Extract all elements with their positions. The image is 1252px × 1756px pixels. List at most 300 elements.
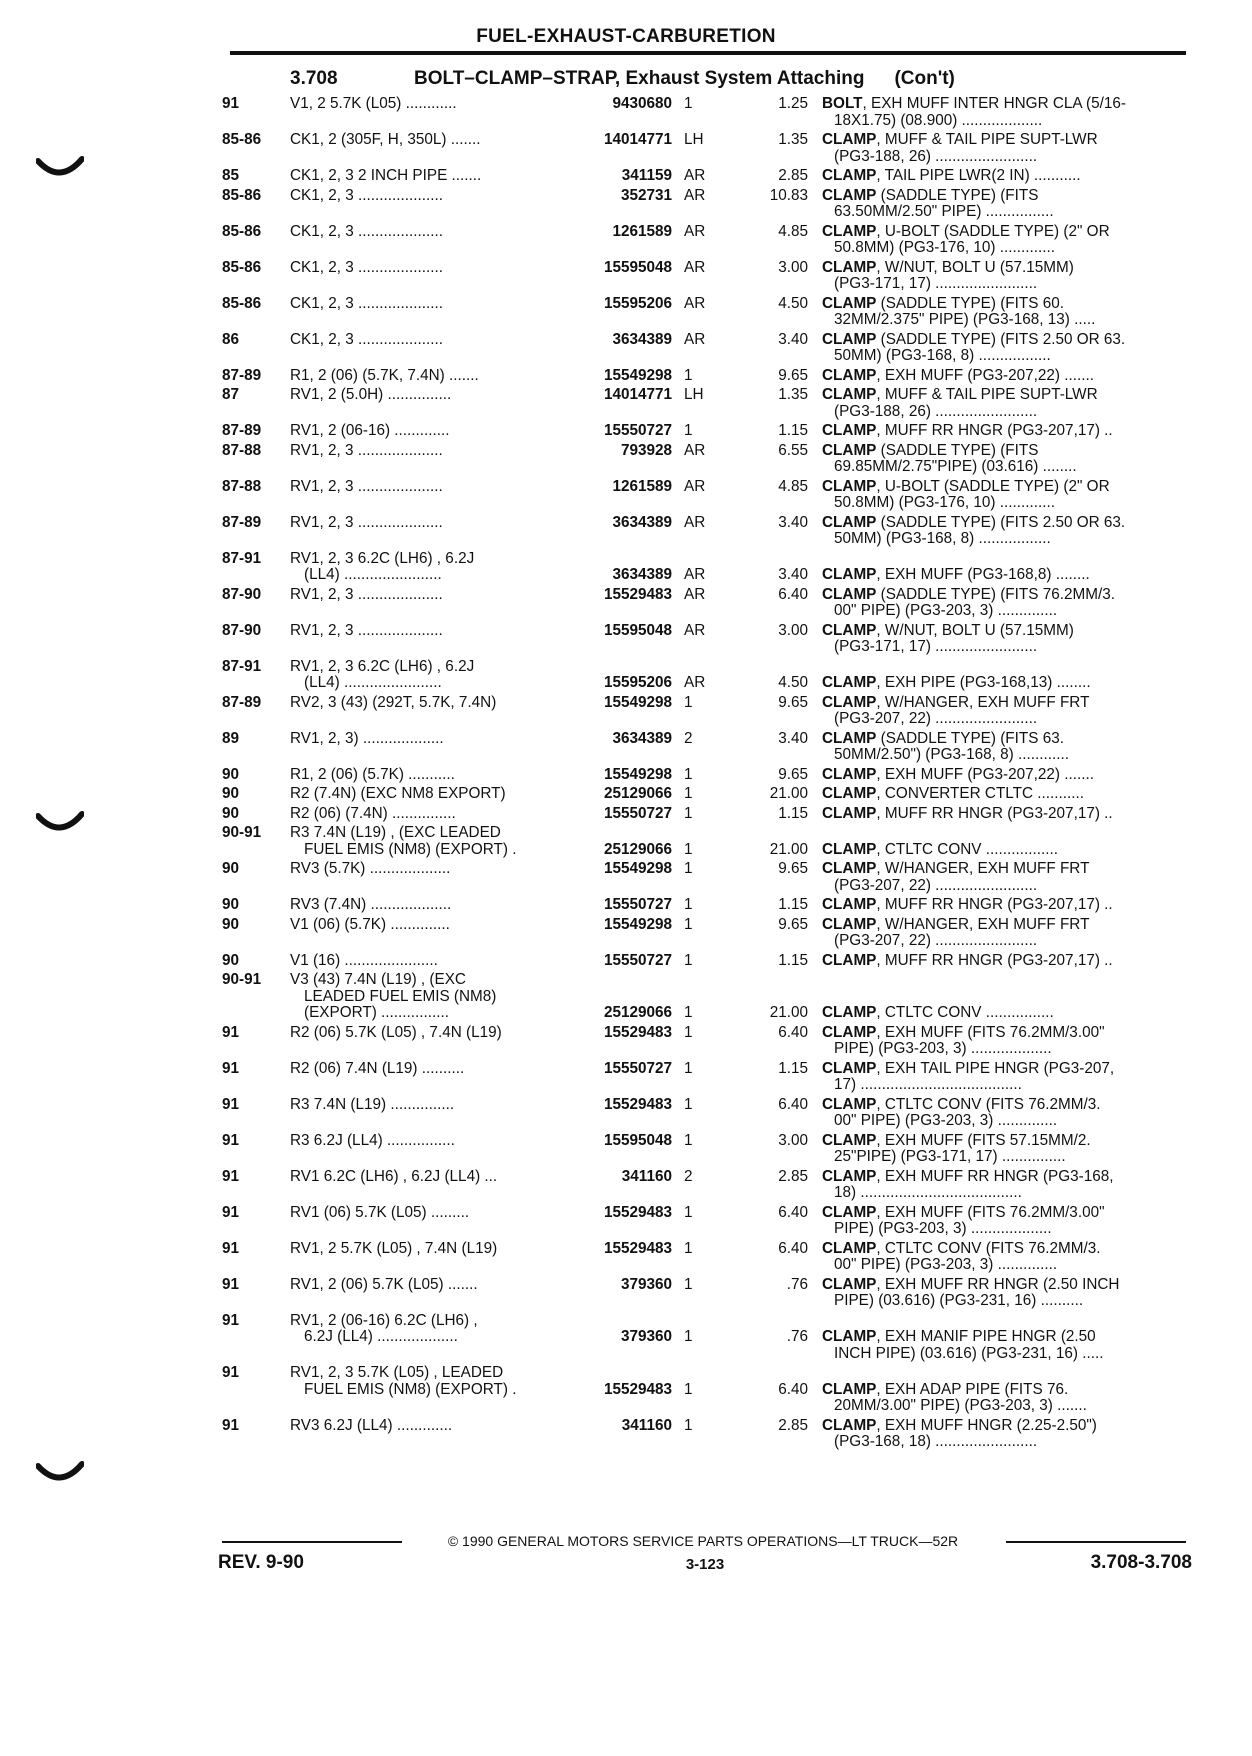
part-number: 341160: [621, 1167, 672, 1185]
quantity: 1: [684, 693, 693, 711]
price: 6.40: [778, 1203, 808, 1221]
table-row: [222, 423, 1190, 440]
price: 1.35: [778, 131, 808, 148]
model-year: 90: [222, 785, 240, 802]
quantity: AR: [684, 441, 706, 459]
usage-line: RV1 6.2C (LH6) , 6.2J (LL4) ...: [290, 1168, 498, 1185]
quantity: 1: [684, 1416, 693, 1434]
part-name-line: CLAMP (SADDLE TYPE) (FITS 60.: [822, 295, 1064, 312]
part-name: [822, 1061, 1190, 1094]
quantity: AR: [684, 186, 706, 204]
part-name-line: (PG3-171, 17) ........................: [834, 276, 1038, 292]
usage-line: V1 (16) ......................: [290, 952, 438, 969]
model-year: 87-91: [222, 657, 262, 675]
quantity: 1: [684, 1380, 693, 1398]
part-name-line: CLAMP, CTLTC CONV (FITS 76.2MM/3.: [822, 1240, 1101, 1257]
part-number: 15595048: [603, 621, 672, 639]
part-number: 25129066: [603, 1004, 672, 1021]
part-name-line: 50.8MM) (PG3-176, 10) .............: [834, 240, 1056, 256]
part-number: 15529483: [603, 1203, 672, 1221]
table-row: [222, 623, 1190, 656]
part-name: [822, 1329, 1190, 1362]
usage-line: RV1, 2, 3 ....................: [290, 586, 443, 603]
part-name: [822, 387, 1190, 420]
quantity: 1: [684, 422, 693, 439]
usage-line: R3 7.4N (L19) , (EXC LEADED: [290, 825, 501, 841]
part-name-line: CLAMP, CTLTC CONV (FITS 76.2MM/3.: [822, 1096, 1101, 1113]
part-name-line: 00" PIPE) (PG3-203, 3) ..............: [834, 1113, 1058, 1129]
part-number: 14014771: [603, 131, 672, 148]
part-name-line: PIPE) (PG3-203, 3) ...................: [834, 1221, 1052, 1237]
model-year: 91: [222, 1239, 240, 1257]
model-year: 87-88: [222, 477, 262, 495]
part-name-line: CLAMP, W/NUT, BOLT U (57.15MM): [822, 622, 1074, 639]
part-name: [822, 587, 1190, 620]
part-name-line: 69.85MM/2.75"PIPE) (03.616) ........: [834, 459, 1077, 475]
part-number: 15549298: [603, 366, 672, 384]
price: 1.15: [778, 1059, 808, 1077]
part-name-line: (PG3-171, 17) ........................: [834, 639, 1038, 655]
part-name-line: CLAMP, MUFF RR HNGR (PG3-207,17) ..: [822, 423, 1113, 439]
part-name: [822, 1418, 1190, 1451]
quantity: AR: [684, 585, 706, 603]
usage-line: RV1, 2 (06-16) .............: [290, 423, 450, 439]
model-year: 85-86: [222, 294, 262, 312]
table-row: [222, 1205, 1190, 1238]
section-continued: (Con't): [894, 68, 955, 89]
part-name: [822, 567, 1190, 584]
price: .76: [786, 1328, 808, 1345]
part-name: [822, 842, 1190, 859]
usage-line: RV1, 2, 3 ....................: [290, 442, 443, 459]
quantity: AR: [684, 621, 706, 639]
quantity: 1: [684, 1203, 693, 1221]
usage-line: R2 (06) 7.4N (L19) ..........: [290, 1060, 465, 1077]
price: 6.40: [778, 1023, 808, 1041]
part-name-line: CLAMP, MUFF & TAIL PIPE SUPT-LWR: [822, 132, 1098, 148]
table-row: [222, 972, 1190, 1022]
table-row: [222, 443, 1190, 476]
part-name: [822, 1025, 1190, 1058]
quantity: AR: [684, 222, 706, 240]
quantity: 1: [684, 915, 693, 933]
section-heading: [290, 68, 1190, 90]
usage-line: FUEL EMIS (NM8) (EXPORT) .: [304, 1381, 517, 1398]
footer-copyright: © 1990 GENERAL MOTORS SERVICE PARTS OPERATIONS—LT TRUCK—52R: [447, 1533, 959, 1549]
price: 3.40: [778, 513, 808, 531]
price: 9.65: [778, 915, 808, 933]
part-name-line: CLAMP, EXH MUFF (PG3-168,8) ........: [822, 567, 1090, 583]
part-number: 15549298: [603, 915, 672, 933]
model-year: 86: [222, 330, 240, 348]
part-name-line: CLAMP, MUFF RR HNGR (PG3-207,17) ..: [822, 897, 1113, 913]
usage-line: FUEL EMIS (NM8) (EXPORT) .: [304, 841, 517, 858]
price: 2.85: [778, 1167, 808, 1185]
price: 4.85: [778, 477, 808, 495]
part-number: 15549298: [603, 765, 672, 783]
price: 9.65: [778, 860, 808, 877]
price: .76: [786, 1275, 808, 1293]
footer-revision: REV. 9-90: [218, 1552, 304, 1573]
model-year: 87: [222, 386, 240, 403]
usage-line: RV3 6.2J (LL4) .............: [290, 1417, 453, 1434]
table-row: [222, 551, 1190, 584]
part-name-line: CLAMP, EXH MUFF (PG3-207,22) .......: [822, 367, 1094, 384]
part-name-line: CLAMP, MUFF & TAIL PIPE SUPT-LWR: [822, 387, 1098, 403]
part-name-line: CLAMP, CTLTC CONV ................: [822, 1005, 1054, 1021]
table-row: [222, 1169, 1190, 1202]
quantity: AR: [684, 330, 706, 348]
part-name: [822, 132, 1190, 165]
part-name: [822, 296, 1190, 329]
model-year: 90-91: [222, 824, 262, 841]
part-name: [822, 1277, 1190, 1310]
table-row: [222, 917, 1190, 950]
table-row: [222, 659, 1190, 692]
usage-line: CK1, 2, 3 ....................: [290, 259, 444, 276]
table-row: [222, 1061, 1190, 1094]
part-name: [822, 260, 1190, 293]
part-name-line: CLAMP, CTLTC CONV .................: [822, 841, 1058, 858]
part-number: 341160: [621, 1416, 672, 1434]
part-name: [822, 897, 1190, 914]
table-row: [222, 224, 1190, 257]
model-year: 85-86: [222, 131, 262, 148]
part-number: 9430680: [612, 95, 672, 112]
table-row: [222, 296, 1190, 329]
quantity: 1: [684, 785, 693, 802]
table-row: [222, 806, 1190, 823]
price: 9.65: [778, 693, 808, 711]
price: 2.85: [778, 167, 808, 184]
price: 1.15: [778, 422, 808, 439]
usage-line: RV1 (06) 5.7K (L05) .........: [290, 1204, 470, 1221]
part-name-line: (PG3-188, 26) ........................: [834, 403, 1038, 420]
quantity: 1: [684, 951, 693, 969]
quantity: LH: [684, 386, 704, 403]
part-number: 15595048: [603, 258, 672, 276]
quantity: 1: [684, 366, 693, 384]
price: 1.15: [778, 951, 808, 969]
table-row: [222, 260, 1190, 293]
part-number: 1261589: [612, 477, 672, 495]
part-name-line: CLAMP, W/NUT, BOLT U (57.15MM): [822, 259, 1074, 276]
part-name-line: CLAMP, EXH MANIF PIPE HNGR (2.50: [822, 1329, 1096, 1345]
model-year: 85-86: [222, 258, 262, 276]
part-name: [822, 623, 1190, 656]
quantity: 1: [684, 765, 693, 783]
quantity: AR: [684, 513, 706, 531]
quantity: 1: [684, 860, 693, 877]
part-number: 15595206: [603, 674, 672, 691]
quantity: 1: [684, 1275, 693, 1293]
part-number: 379360: [620, 1328, 672, 1345]
model-year: 85-86: [222, 222, 262, 240]
quantity: 1: [684, 1131, 693, 1149]
part-name: [822, 188, 1190, 221]
section-number: 3.708: [290, 68, 338, 89]
part-number: 25129066: [603, 785, 672, 802]
part-name-line: CLAMP (SADDLE TYPE) (FITS 76.2MM/3.: [822, 586, 1115, 603]
usage-line: LEADED FUEL EMIS (NM8): [304, 988, 497, 1005]
part-name-line: 50MM) (PG3-168, 8) .................: [834, 531, 1051, 547]
quantity: AR: [684, 294, 706, 312]
model-year: 90: [222, 804, 240, 822]
usage-line: RV1, 2 (06) 5.7K (L05) .......: [290, 1276, 478, 1293]
model-year: 91: [222, 1167, 240, 1185]
part-name-line: CLAMP, EXH MUFF RR HNGR (2.50 INCH: [822, 1276, 1120, 1293]
part-number: 3634389: [612, 513, 672, 531]
usage-line: R1, 2 (06) (5.7K) ...........: [290, 766, 455, 783]
part-name: [822, 953, 1190, 970]
part-name: [822, 332, 1190, 365]
price: 6.40: [778, 585, 808, 603]
price: 10.83: [769, 186, 808, 204]
quantity: AR: [684, 674, 706, 691]
usage-line: CK1, 2, 3 ....................: [290, 223, 444, 240]
part-name-line: CLAMP, EXH MUFF (FITS 76.2MM/3.00": [822, 1024, 1105, 1041]
part-number: 3634389: [612, 729, 672, 747]
part-number: 379360: [620, 1275, 672, 1293]
usage-line: RV1, 2, 3 ....................: [290, 622, 443, 639]
price: 6.40: [778, 1239, 808, 1257]
table-row: [222, 1025, 1190, 1058]
price: 3.40: [778, 330, 808, 348]
model-year: 91: [222, 1311, 240, 1329]
part-name-line: (PG3-207, 22) ........................: [834, 933, 1038, 949]
usage-line: RV1, 2 (06-16) 6.2C (LH6) ,: [290, 1312, 478, 1329]
part-name: [822, 1382, 1190, 1415]
usage-line: RV1, 2, 3 6.2C (LH6) , 6.2J: [290, 658, 475, 675]
part-number: 15550727: [603, 1059, 672, 1077]
part-name-line: (PG3-207, 22) ........................: [834, 877, 1038, 894]
header-rule: [230, 51, 1186, 55]
part-name: [822, 96, 1190, 129]
part-name-line: CLAMP, EXH MUFF HNGR (2.25-2.50"): [822, 1417, 1097, 1434]
part-name-line: CLAMP, U-BOLT (SADDLE TYPE) (2" OR: [822, 478, 1110, 495]
part-number: 3634389: [612, 566, 672, 583]
quantity: 1: [684, 896, 693, 913]
part-number: 15550727: [603, 896, 672, 913]
usage-line: R2 (06) 5.7K (L05) , 7.4N (L19): [290, 1024, 502, 1041]
quantity: 1: [684, 1004, 693, 1021]
price: 3.00: [778, 258, 808, 276]
model-year: 89: [222, 729, 240, 747]
table-row: [222, 188, 1190, 221]
part-number: 352731: [620, 186, 672, 204]
model-year: 85: [222, 167, 240, 184]
part-name: [822, 917, 1190, 950]
table-row: [222, 168, 1190, 185]
model-year: 87-88: [222, 441, 262, 459]
model-year: 91: [222, 1095, 240, 1113]
usage-line: (EXPORT) ................: [304, 1005, 450, 1021]
price: 9.65: [778, 366, 808, 384]
price: 6.40: [778, 1095, 808, 1113]
table-row: [222, 786, 1190, 803]
table-row: [222, 132, 1190, 165]
usage-line: V3 (43) 7.4N (L19) , (EXC: [290, 972, 466, 988]
part-name-line: CLAMP (SADDLE TYPE) (FITS: [822, 442, 1039, 459]
part-name-line: CLAMP (SADDLE TYPE) (FITS 2.50 OR 63.: [822, 514, 1126, 531]
part-name-line: 63.50MM/2.50" PIPE) ................: [834, 204, 1054, 220]
table-row: [222, 695, 1190, 728]
part-name-line: CLAMP (SADDLE TYPE) (FITS: [822, 187, 1039, 204]
part-name-line: INCH PIPE) (03.616) (PG3-231, 16) .....: [834, 1345, 1104, 1362]
quantity: 1: [684, 1023, 693, 1041]
part-name: [822, 731, 1190, 764]
model-year: 91: [222, 1131, 240, 1149]
price: 2.85: [778, 1416, 808, 1434]
part-name: [822, 675, 1190, 692]
quantity: 1: [684, 1095, 693, 1113]
quantity: AR: [684, 167, 706, 184]
model-year: 90: [222, 896, 240, 913]
model-year: 90: [222, 860, 240, 877]
quantity: 1: [684, 804, 693, 822]
part-name-line: 00" PIPE) (PG3-203, 3) ..............: [834, 603, 1058, 619]
usage-line: RV1, 2, 3) ...................: [290, 730, 444, 747]
price: 21.00: [769, 840, 808, 858]
quantity: 1: [684, 1239, 693, 1257]
part-name-line: 50MM/2.50") (PG3-168, 8) ............: [834, 747, 1069, 763]
usage-line: CK1, 2, 3 ....................: [290, 187, 444, 204]
part-name-line: PIPE) (PG3-203, 3) ...................: [834, 1041, 1052, 1057]
quantity: AR: [684, 258, 706, 276]
part-name: [822, 423, 1190, 440]
part-name: [822, 515, 1190, 548]
table-row: [222, 861, 1190, 894]
part-name-line: CLAMP, MUFF RR HNGR (PG3-207,17) ..: [822, 952, 1113, 969]
part-name: [822, 368, 1190, 385]
usage-line: V1, 2 5.7K (L05) ............: [290, 96, 457, 112]
table-row: [222, 1418, 1190, 1451]
part-name-line: 20MM/3.00" PIPE) (PG3-203, 3) .......: [834, 1398, 1087, 1414]
binder-hole-mark-middle: [36, 810, 84, 838]
part-number: 15550727: [603, 422, 672, 439]
price: 6.55: [778, 441, 808, 459]
part-number: 15595206: [603, 294, 672, 312]
price: 3.40: [778, 566, 808, 583]
usage-line: RV3 (7.4N) ...................: [290, 897, 452, 913]
part-name-line: 32MM/2.375" PIPE) (PG3-168, 13) .....: [834, 312, 1096, 328]
part-name-line: (PG3-168, 18) ........................: [834, 1434, 1038, 1450]
part-number: 15549298: [603, 693, 672, 711]
part-name-line: BOLT, EXH MUFF INTER HNGR CLA (5/16-: [822, 96, 1126, 112]
part-name-line: CLAMP, CONVERTER CTLTC ...........: [822, 786, 1085, 802]
usage-line: V1 (06) (5.7K) ..............: [290, 916, 450, 933]
part-name: [822, 786, 1190, 803]
usage-line: CK1, 2, 3 2 INCH PIPE .......: [290, 168, 482, 184]
model-year: 90-91: [222, 971, 262, 988]
price: 3.40: [778, 729, 808, 747]
part-name-line: CLAMP, EXH MUFF (FITS 57.15MM/2.: [822, 1132, 1091, 1149]
model-year: 91: [222, 1203, 240, 1221]
price: 1.25: [778, 95, 808, 112]
quantity: AR: [684, 566, 706, 583]
usage-line: (LL4) .......................: [304, 675, 442, 691]
footer-page-number: 3-123: [685, 1556, 725, 1573]
table-row: [222, 1365, 1190, 1415]
model-year: 91: [222, 1059, 240, 1077]
section-title: BOLT–CLAMP–STRAP, Exhaust System Attaching: [414, 68, 865, 89]
part-number: 341159: [621, 167, 672, 184]
part-name: [822, 224, 1190, 257]
price: 6.40: [778, 1380, 808, 1398]
quantity: 2: [684, 729, 693, 747]
usage-line: RV1, 2 (5.0H) ...............: [290, 387, 452, 403]
model-year: 90: [222, 915, 240, 933]
table-row: [222, 368, 1190, 385]
usage-line: RV1, 2 5.7K (L05) , 7.4N (L19): [290, 1240, 498, 1257]
part-name: [822, 806, 1190, 823]
part-number: 3634389: [612, 330, 672, 348]
table-row: [222, 332, 1190, 365]
part-name: [822, 1005, 1190, 1022]
price: 4.50: [778, 674, 808, 691]
usage-line: RV1, 2, 3 6.2C (LH6) , 6.2J: [290, 550, 475, 567]
part-number: 14014771: [603, 386, 672, 403]
usage-line: R3 6.2J (LL4) ................: [290, 1132, 455, 1149]
model-year: 85-86: [222, 186, 262, 204]
price: 21.00: [769, 1004, 808, 1021]
binder-hole-mark-bottom: [36, 1460, 84, 1488]
part-name-line: CLAMP, EXH MUFF (FITS 76.2MM/3.00": [822, 1204, 1105, 1221]
part-name-line: CLAMP, MUFF RR HNGR (PG3-207,17) ..: [822, 805, 1113, 822]
model-year: 90: [222, 765, 240, 783]
part-number: 15550727: [603, 804, 672, 822]
table-row: [222, 825, 1190, 858]
usage-line: 6.2J (LL4) ...................: [304, 1329, 458, 1345]
usage-line: (LL4) .......................: [304, 567, 442, 583]
footer-rule-left: [222, 1541, 402, 1543]
part-number: 15529483: [603, 1023, 672, 1041]
part-name: [822, 695, 1190, 728]
price: 1.15: [778, 896, 808, 913]
quantity: AR: [684, 477, 706, 495]
price: 1.15: [778, 804, 808, 822]
table-row: [222, 515, 1190, 548]
model-year: 87-89: [222, 513, 262, 531]
table-row: [222, 953, 1190, 970]
model-year: 91: [222, 1416, 240, 1434]
part-name: [822, 479, 1190, 512]
usage-line: RV1, 2, 3 5.7K (L05) , LEADED: [290, 1365, 504, 1381]
price: 21.00: [769, 785, 808, 802]
part-name-line: 17) ......................................: [834, 1077, 1022, 1093]
part-number: 15549298: [603, 860, 672, 877]
table-row: [222, 587, 1190, 620]
table-row: [222, 1277, 1190, 1310]
part-name-line: 25"PIPE) (PG3-171, 17) ...............: [834, 1149, 1066, 1165]
part-name-line: CLAMP, EXH PIPE (PG3-168,13) ........: [822, 675, 1091, 691]
part-number: 15529483: [603, 585, 672, 603]
part-number: 793928: [620, 441, 672, 459]
usage-line: R2 (7.4N) (EXC NM8 EXPORT): [290, 786, 506, 802]
part-name-line: CLAMP, EXH MUFF (PG3-207,22) .......: [822, 766, 1094, 783]
usage-line: CK1, 2, 3 ....................: [290, 295, 444, 312]
part-name: [822, 1169, 1190, 1202]
quantity: 1: [684, 1328, 693, 1345]
part-name-line: 50.8MM) (PG3-176, 10) .............: [834, 495, 1056, 511]
part-name-line: CLAMP, EXH MUFF RR HNGR (PG3-168,: [822, 1168, 1114, 1185]
table-row: [222, 96, 1190, 129]
part-name: [822, 767, 1190, 784]
table-row: [222, 731, 1190, 764]
quantity: 1: [684, 1059, 693, 1077]
part-name-line: CLAMP, U-BOLT (SADDLE TYPE) (2" OR: [822, 223, 1110, 240]
page-header-title: FUEL-EXHAUST-CARBURETION: [476, 26, 776, 47]
